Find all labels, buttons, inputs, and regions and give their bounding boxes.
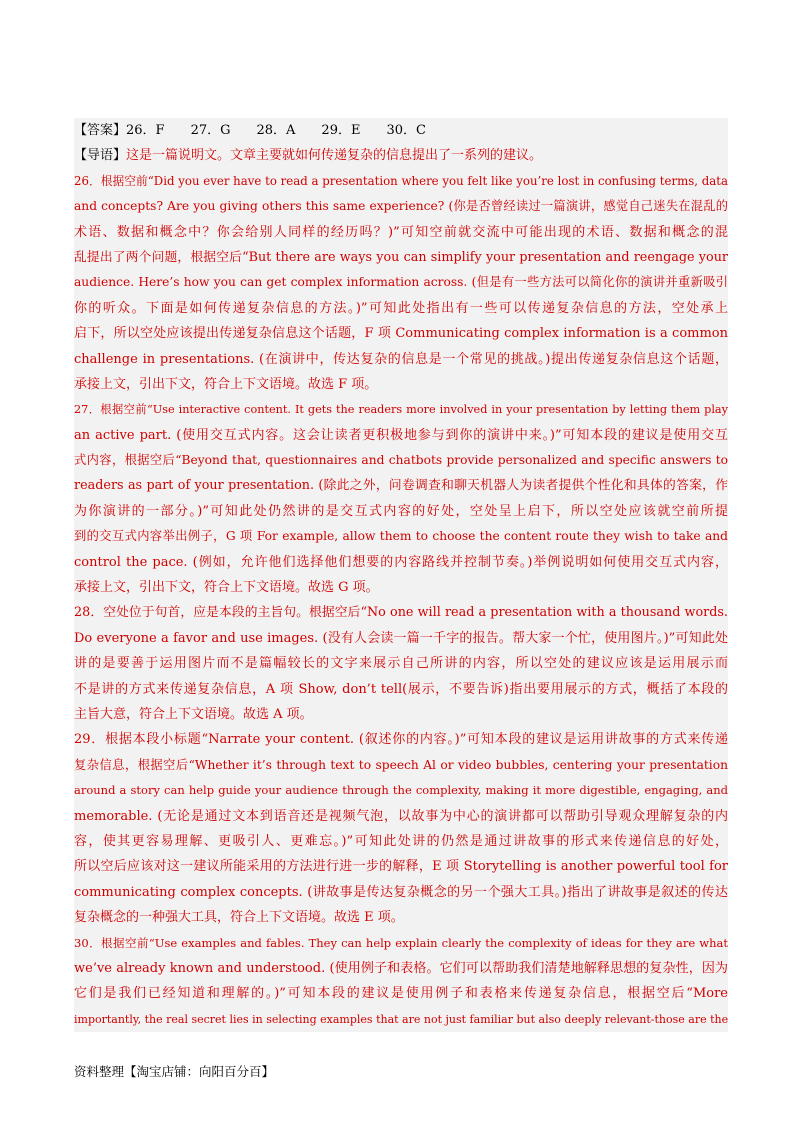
text-line-29: communicating complex concepts. (讲故事是传达复杂概念的另一个强大工具。)指出了讲故事是叙述的传达 [74, 884, 728, 900]
text-line-9: 承接上文，引出下文，符合上下文语境。故选 F 项。 [74, 376, 378, 392]
text-line-33: 它们是我们已经知道和理解的。)”可知本段的建议是使用例子和表格来传递复杂信息，根据空后“More [74, 986, 728, 1002]
text-line-3: 术语、数据和概念中？你会给别人同样的经历吗？)”可知空前就交流中可能出现的术语、数据和概念的混 [74, 224, 728, 240]
text-line-23: 29．根据本段小标题“Narrate your content. (叙述你的内容。)”可知本段的建议是运用讲故事的方式来传递 [74, 732, 728, 748]
guide-line [74, 143, 728, 168]
text-line-13: readers as part of your presentation. (除此之外，问卷调查和聊天机器人为读者提供个性化和具体的答案，作 [74, 478, 728, 494]
text-line-19: Do everyone a favor and use images. (没有人会读一篇一千字的报告。帮大家一个忙，使用图片。)”可知此处 [74, 630, 728, 646]
answer-explanation-block [74, 118, 728, 1032]
text-line-17: 承接上文，引出下文，符合上下文语境。故选 G 项。 [74, 580, 379, 596]
text-line-4: 乱提出了两个问题，根据空后“But there are ways you can simplify your presentation and reengage your [74, 249, 728, 265]
text-line-8: challenge in presentations. (在演讲中，传达复杂的信息是一个常见的挑战。)提出传递复杂信息这个话题， [74, 351, 728, 367]
text-line-28: 所以空后应该对这一建议所能采用的方法进行进一步的解释，E 项 Storytelling is another powerful tool for [74, 859, 728, 875]
text-line-14: 为你演讲的一部分。)”可知此处仍然讲的是交互式内容的好处，空处呈上启下，所以空处应该就空前所提 [74, 503, 728, 519]
text-line-6: 你的听众。下面是如何传递复杂信息的方法。)”可知此处指出有一些可以传递复杂信息的方法，空处承上 [74, 300, 728, 316]
text-line-2: and concepts? Are you giving others this same experience? (你是否曾经读过一篇演讲，感觉自己迷失在混乱的 [74, 199, 728, 214]
text-line-15: 到的交互式内容举出例子，G 项 For example, allow them to choose the content route they wish to take and [74, 529, 728, 544]
text-line-12: 式内容，根据空后“Beyond that, questionnaires and chatbots provide personalized and specific answers to [74, 453, 728, 468]
text-line-5: audience. Here’s how you can get complex information across. (但是有一些方法可以简化你的演讲并重新吸引 [74, 275, 728, 290]
text-line-16: control the pace. (例如，允许他们选择他们想要的内容路线并控制节奏。)举例说明如何使用交互式内容， [74, 554, 728, 570]
text-line-26: memorable. (无论是通过文本到语音还是视频气泡，以故事为中心的演讲都可以帮助引导观众理解复杂的内 [74, 808, 728, 824]
answer-text: 26．F 27．G 28．A 29．E 30．C [126, 123, 426, 138]
text-line-31: 30．根据空前“Use examples and fables. They can help explain clearly the complexity of ideas for they are what [74, 935, 728, 950]
guide-text: 这是一篇说明文。文章主要就如何传递复杂的信息提出了一系列的建议。 [126, 148, 543, 164]
answer-label: 【答案】 [74, 123, 127, 138]
text-line-22: 主旨大意，符合上下文语境。故选 A 项。 [74, 706, 313, 722]
answer-line [74, 118, 728, 143]
text-line-32: we’ve already known and understood. (使用例子和表格。它们可以帮助我们清楚地解释思想的复杂性，因为 [74, 960, 728, 976]
text-line-10: 27．根据空前“Use interactive content. It gets the readers more involved in your presentation by letting them play [74, 403, 728, 417]
page-footer: 资料整理【淘宝店铺：向阳百分百】 [74, 1064, 275, 1079]
text-line-30: 复杂概念的一种强大工具，符合上下文语境。故选 E 项。 [74, 910, 404, 926]
text-line-18: 28．空处位于句首，应是本段的主旨句。根据空后“No one will read a presentation with a thousand words. [74, 605, 728, 621]
text-line-7: 启下，所以空处应该提出传递复杂信息这个话题，F 项 Communicating complex information is a common [74, 326, 728, 342]
text-line-24: 复杂信息，根据空后“Whether it’s through text to speech Al or video bubbles, centering your presentation [74, 757, 728, 772]
text-line-11: an active part. (使用交互式内容。这会让读者更积极地参与到你的演讲中来。)”可知本段的建议是使用交互 [74, 427, 728, 443]
text-line-21: 不是讲的方式来传递复杂信息，A 项 Show, don’t tell(展示，不要告诉)指出要用展示的方式，概括了本段的 [74, 681, 728, 697]
text-line-34: importantly, the real secret lies in selecting examples that are not just familiar but also deeply relevant-those are the [74, 1012, 728, 1026]
text-line-25: around a story can help guide your audience through the complexity, making it more digestible, engaging, and [74, 783, 728, 798]
text-line-1: 26．根据空前“Did you ever have to read a presentation where you felt like you’re lost in confusing terms, data [74, 173, 728, 188]
text-line-20: 讲的是要善于运用图片而不是篇幅较长的文字来展示自己所讲的内容，所以空处的建议应该是运用展示而 [74, 656, 728, 672]
text-line-27: 容，使其更容易理解、更吸引人、更难忘。)”可知此处讲的仍然是通过讲故事的形式来传递信息的好处， [74, 833, 728, 849]
guide-label: 【导语】 [74, 148, 127, 164]
